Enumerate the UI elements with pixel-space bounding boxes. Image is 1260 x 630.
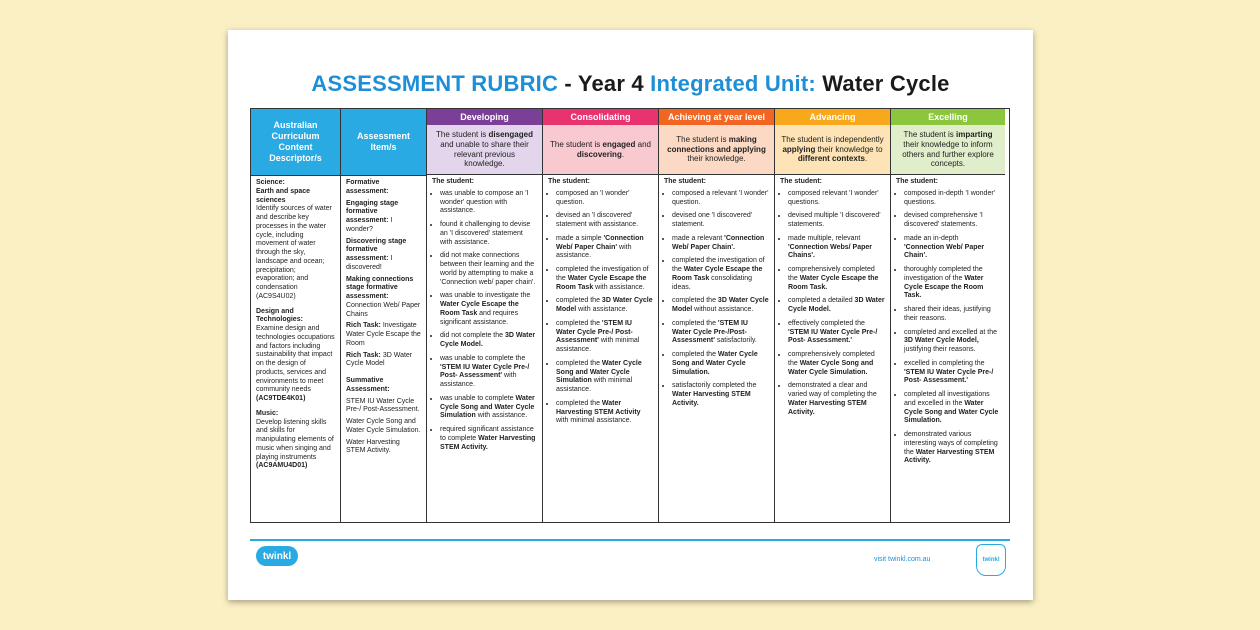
list-item: • was unable to complete Water Cycle Song and Water Cycle Simulation with assistance. <box>440 395 537 421</box>
achieving-label: Achieving at year level <box>659 109 774 125</box>
list-item: • made a simple 'Connection Web/ Paper Chain' with assistance. <box>556 235 653 261</box>
consolidating-body: The student: • composed an 'I wonder' question. • devised an 'I discovered' statement with assistance. • made a simple 'Connection Web/ Paper Chain' with assistance. • completed the investigation of the Water Cycle Escape the Room Task with assistance. • completed the 3D Water Cycle Model with assistance. • completed the 'STEM IU Water Cycle Pre-/ Post- Assessment' with minimal assistance. • completed the Water Cycle Song and Water Cycle Simulation with minimal assistance. • completed the Water Harvesting STEM Activity with minimal assistance. <box>543 175 658 522</box>
list-item: • demonstrated various interesting ways of completing the Water Harvesting STEM Activity. <box>904 431 1000 466</box>
list-item: • composed a relevant 'I wonder' question. <box>672 190 769 208</box>
list-item: • made an in-depth 'Connection Web/ Paper Chain'. <box>904 235 1000 261</box>
list-item: • composed in-depth 'I wonder' questions. <box>904 190 1000 208</box>
achieving-body: The student: • composed a relevant 'I wonder' question. • devised one 'I discovered' statement. • made a relevant 'Connection Web/ Paper Chain'. • completed the investigation of the Water Cycle Escape the Room Task consolidating ideas. • completed the 3D Water Cycle Model without assistance. • completed the 'STEM IU Water Cycle Pre-/Post-Assessment' satisfactorily. • completed the Water Cycle Song and Water Cycle Simulation. • satisfactorily completed the Water Harvesting STEM Activity. <box>659 175 774 522</box>
list-item: • made a relevant 'Connection Web/ Paper Chain'. <box>672 235 769 253</box>
page-title: ASSESSMENT RUBRIC - Year 4 Integrated Unit: Water Cycle <box>311 71 950 96</box>
curriculum-body: Science: Earth and space sciences Identify sources of water and describe key processes in the water cycle, including movement of water through the sky, landscape and ocean; precipitation; evaporation; and condensation (AC9S4U02) Design and Technologies: Examine design and technologies occupations and factors including sustainability that impact on the design of products, services and environments to meet community needs (AC9TDE4K01) Music: Develop listening skills and skills for manipulating elements of music when singing and playing instruments (AC9AMU4D01) <box>256 179 335 470</box>
list-item: • composed an 'I wonder' question. <box>556 190 653 208</box>
list-item: • effectively completed the 'STEM IU Water Cycle Pre-/ Post- Assessment.' <box>788 320 885 346</box>
list-item: • was unable to complete the 'STEM IU Water Cycle Pre-/ Post- Assessment' with assistance. <box>440 355 537 390</box>
list-item: • completed a detailed 3D Water Cycle Model. <box>788 297 885 315</box>
list-item: • was unable to investigate the Water Cycle Escape the Room Task and requires significant assistance. <box>440 292 537 327</box>
excelling-column <box>891 109 1005 522</box>
achieving-column <box>659 109 775 522</box>
footer-divider <box>250 539 1010 541</box>
list-item: • composed relevant 'I wonder' questions. <box>788 190 885 208</box>
developing-description: The student is disengaged and unable to share their relevant previous knowledge. <box>427 125 542 175</box>
list-item: • devised one 'I discovered' statement. <box>672 212 769 230</box>
advancing-body: The student: • composed relevant 'I wonder' questions. • devised multiple 'I discovered' statements. • made multiple, relevant 'Connection Webs/ Paper Chains'. • comprehensively completed the Water Cycle Escape the Room Task. • completed a detailed 3D Water Cycle Model. • effectively completed the 'STEM IU Water Cycle Pre-/ Post- Assessment.' • comprehensively completed the Water Cycle Song and Water Cycle Simulation. • demonstrated a clear and varied way of completing the Water Harvesting STEM Activity. <box>775 175 890 522</box>
list-item: • devised an 'I discovered' statement with assistance. <box>556 212 653 230</box>
advancing-label: Advancing <box>775 109 890 125</box>
assessment-items-column <box>341 109 427 522</box>
developing-body: The student: • was unable to compose an 'I wonder' question with assistance. • found it challenging to devise an 'I discovered' statement with assistance. • did not make connections between their learning and the world by attempting to make a 'Connection web/ paper chain'. • was unable to investigate the Water Cycle Escape the Room Task and requires significant assistance. • did not complete the 3D Water Cycle Model. • was unable to complete the 'STEM IU Water Cycle Pre-/ Post- Assessment' with assistance. • was unable to complete Water Cycle Song and Water Cycle Simulation with assistance. • required significant assistance to complete Water Harvesting STEM Activity. <box>427 175 542 522</box>
list-item: • required significant assistance to complete Water Harvesting STEM Activity. <box>440 426 537 452</box>
list-item: • demonstrated a clear and varied way of completing the Water Harvesting STEM Activity. <box>788 382 885 417</box>
list-item: • made multiple, relevant 'Connection Webs/ Paper Chains'. <box>788 235 885 261</box>
quality-badge-icon: twinkl <box>976 544 1006 576</box>
developing-label: Developing <box>427 109 542 125</box>
assessment-items-header: Assessment Item/s <box>341 109 426 176</box>
achieving-description: The student is making connections and applying their knowledge. <box>659 125 774 175</box>
excelling-description: The student is imparting their knowledge to inform others and further explore concepts. <box>891 125 1005 175</box>
assessment-items-body: Formative assessment: Engaging stage formative assessment: I wonder? Discovering stage formative assessment: I discovered! Making connections stage formative assessment: Connection Web/ Paper Chains Rich Task: Investigate Water Cycle Escape the Room Rich Task: 3D Water Cycle Model Summative Assessment: STEM IU Water Cycle Pre-/ Post-Assessment. Water Cycle Song and Water Cycle Simulation. Water Harvesting STEM Activity. <box>346 179 421 455</box>
list-item: • satisfactorily completed the Water Harvesting STEM Activity. <box>672 382 769 408</box>
list-item: • comprehensively completed the Water Cycle Escape the Room Task. <box>788 266 885 292</box>
list-item: • devised comprehensive 'I discovered' statements. <box>904 212 1000 230</box>
developing-column <box>427 109 543 522</box>
list-item: • completed the Water Cycle Song and Water Cycle Simulation with minimal assistance. <box>556 360 653 395</box>
rubric-table <box>250 108 1010 523</box>
twinkl-logo: twinkl <box>256 546 298 566</box>
consolidating-label: Consolidating <box>543 109 658 125</box>
curriculum-header: Australian Curriculum Content Descriptor/s <box>251 109 340 176</box>
excelling-body: The student: • composed in-depth 'I wonder' questions. • devised comprehensive 'I discovered' statements. • made an in-depth 'Connection Web/ Paper Chain'. • thoroughly completed the investigation of the Water Cycle Escape the Room Task. • shared their ideas, justifying their reasons. • completed and excelled at the 3D Water Cycle Model, justifying their reasons. • excelled in completing the 'STEM IU Water Cycle Pre-/ Post- Assessment.' • completed all investigations and excelled in the Water Cycle Song and Water Cycle Simulation. • demonstrated various interesting ways of completing the Water Harvesting STEM Activity. <box>891 175 1005 522</box>
list-item: • excelled in completing the 'STEM IU Water Cycle Pre-/ Post- Assessment.' <box>904 360 1000 386</box>
list-item: • completed all investigations and excelled in the Water Cycle Song and Water Cycle Simulation. <box>904 391 1000 426</box>
list-item: • completed the investigation of the Water Cycle Escape the Room Task consolidating ideas. <box>672 257 769 292</box>
advancing-description: The student is independently applying their knowledge to different contexts. <box>775 125 890 175</box>
list-item: • completed the Water Harvesting STEM Activity with minimal assistance. <box>556 400 653 426</box>
list-item: • devised multiple 'I discovered' statements. <box>788 212 885 230</box>
website-link[interactable]: visit twinkl.com.au <box>874 556 931 563</box>
list-item: • completed the investigation of the Water Cycle Escape the Room Task with assistance. <box>556 266 653 292</box>
list-item: • thoroughly completed the investigation of the Water Cycle Escape the Room Task. <box>904 266 1000 301</box>
list-item: • completed the 3D Water Cycle Model without assistance. <box>672 297 769 315</box>
list-item: • comprehensively completed the Water Cycle Song and Water Cycle Simulation. <box>788 351 885 377</box>
consolidating-description: The student is engaged and discovering. <box>543 125 658 175</box>
list-item: • completed and excelled at the 3D Water Cycle Model, justifying their reasons. <box>904 329 1000 355</box>
list-item: • shared their ideas, justifying their reasons. <box>904 306 1000 324</box>
list-item: • found it challenging to devise an 'I discovered' statement with assistance. <box>440 221 537 247</box>
list-item: • did not complete the 3D Water Cycle Model. <box>440 332 537 350</box>
list-item: • completed the Water Cycle Song and Water Cycle Simulation. <box>672 351 769 377</box>
list-item: • did not make connections between their learning and the world by attempting to make a 'Connection web/ paper chain'. <box>440 252 537 287</box>
curriculum-column <box>251 109 341 522</box>
list-item: • completed the 'STEM IU Water Cycle Pre-/ Post- Assessment' with minimal assistance. <box>556 320 653 355</box>
advancing-column <box>775 109 891 522</box>
consolidating-column <box>543 109 659 522</box>
list-item: • completed the 'STEM IU Water Cycle Pre-/Post-Assessment' satisfactorily. <box>672 320 769 346</box>
excelling-label: Excelling <box>891 109 1005 125</box>
rubric-sheet <box>228 30 1033 600</box>
list-item: • completed the 3D Water Cycle Model with assistance. <box>556 297 653 315</box>
list-item: • was unable to compose an 'I wonder' question with assistance. <box>440 190 537 216</box>
